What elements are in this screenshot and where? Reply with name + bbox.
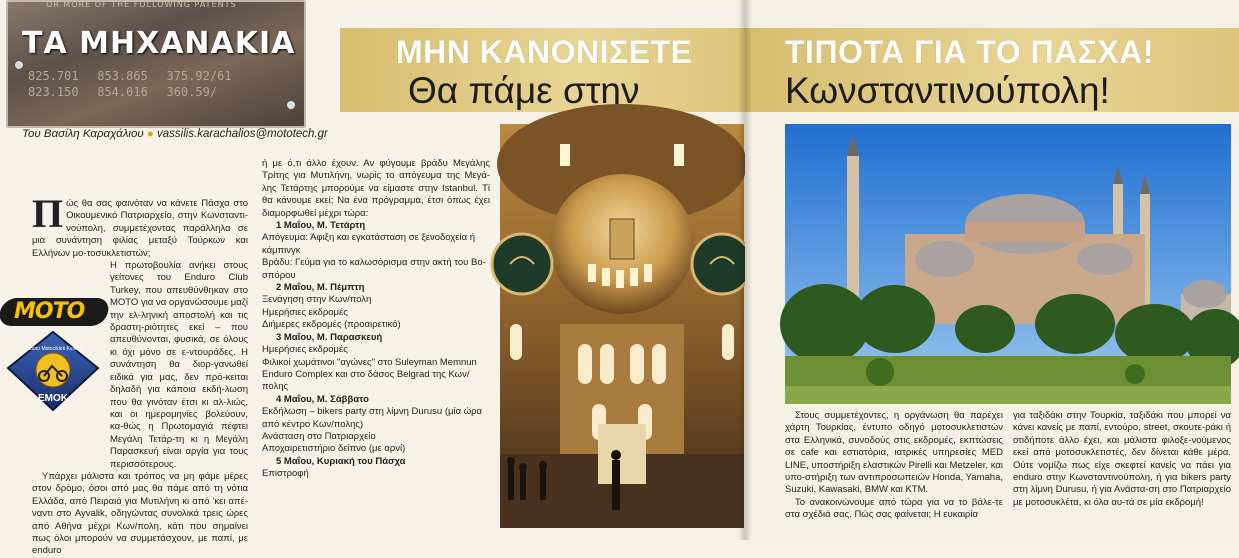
paragraph <box>32 191 248 260</box>
program-day <box>262 456 490 481</box>
program-date: 3 Μαΐου, Μ. Παρασκευή <box>276 331 383 343</box>
emok-club-emblem <box>4 330 102 412</box>
program-day <box>262 220 490 282</box>
program-item: Ξενάγηση στην Κων/πολη <box>262 294 372 306</box>
paragraph: για ταξιδάκι στην Τουρκία, ταξιδάκι που μπορεί να κάνει κανείς με παπί, εντούρο, street, σκουτε-ράκι ή οτιδήποτε άλλο έχει, και μάλιστα φιλοξε-νούμενος εκεί από μοτοσυκλετιστές, δεν δίνεται κάθε μέρα. Ούτε νομίζω πως είχε σκεφτεί κανείς να πάει για enduro στην Κωνσταντινούπολη, ή για bikers party στη λίμνη Durusu, ή για Ανάστα-ση στο Πατριαρχείο με μοτοσυκλέτα, κι όλα αυ-τά σε μία εκδρομή! <box>1013 410 1231 508</box>
bullet-icon: ● <box>146 128 154 140</box>
headline-band-left <box>340 28 745 112</box>
plate-number: 360.59/ <box>166 85 218 99</box>
plate-numbers <box>28 68 298 100</box>
program-item: Ημερήσιες εκδρομές <box>262 306 348 318</box>
plate-number: 854.016 <box>97 85 148 99</box>
paragraph: ή με ό,τι άλλο έχουν. Αν φύγουμε βράδυ Μεγάλης Τρίτης για Μυτιλήνη, νωρίς το απόγευμα της Μεγά-λης Τετάρτης μπορούμε να είμαστε στην Istanbul. Τί θα κάνουμε εκεί; Να ένα πρόγραμμα, έτσι όπως έχει διαμορφωθεί μέχρι τώρα: <box>262 158 490 219</box>
headline-line2-right: Κωνσταντινούπολη! <box>785 70 1110 111</box>
program-item: Εκδήλωση – bikers party στη λίμνη Durusu (μία ώρα από κέντρο Κων/πολης) <box>262 406 483 430</box>
article-column-2 <box>262 158 490 481</box>
plate-number: 375.92/61 <box>166 69 232 83</box>
program-item: Βράδυ: Γεύμα για το καλωσόρισμα στην ακτή του Βο-σπόρου <box>262 257 486 281</box>
headline-line1-right: ΤΙΠΟΤΑ ΓΙΑ ΤΟ ΠΑΣΧΑ! <box>785 34 1155 70</box>
paragraph: Το ανακοινώνουμε από τώρα για να το βάλε-τε στα σχέδιά σας. Πώς σας φαίνεται; Η ευκαιρία <box>785 496 1003 521</box>
rusty-plate-logo <box>6 0 306 128</box>
program-day <box>262 332 490 394</box>
byline <box>22 128 328 140</box>
paragraph-text: ώς θα σας φαινόταν να κάνετε Πάσχα στο Οικουμενικό Πατριαρχείο, στην Κωνσταντι-νούπολη, συμμετέχοντας παράλληλα σε μια συνάντηση φιλίας μεταξύ Τούρκων και Ελλήνων μο-τοσυκλετιστών; <box>32 198 248 259</box>
plate-top-text: OR MORE OF THE FOLLOWING PATENTS <box>46 0 237 9</box>
right-page <box>745 0 1239 540</box>
byline-email[interactable]: vassilis.karachalios@mototech.gr <box>157 128 328 140</box>
hagia-sophia-interior-photo <box>500 124 744 528</box>
program-day <box>262 394 490 456</box>
club-name: Enduro Motocikleti Kulübü <box>23 346 83 352</box>
headline-line2-left: Θα πάμε στην <box>408 70 640 111</box>
interior-illustration <box>500 124 744 528</box>
program-date: 4 Μαΐου, Μ. Σάββατο <box>276 393 369 405</box>
dropcap: Π <box>32 191 64 236</box>
program-item: Αποχαιρετιστήριο δείπνο (με αρνί) <box>262 443 406 455</box>
plate-number: 823.150 <box>28 85 79 99</box>
paragraph: Υπάρχει μάλιστα και τρόπος να μη φάμε μέρες στον δρόμο, όσοι από μας θα πάμε από τη νότια Ελλάδα, από Πειραιά για Μυτιλήνη κι από 'κει απέ-ναντι στο Ayvalik, οδηγώντας συνολικά τρεις ώρες από Αθήνα μέχρι Κων/πολη, κάτι που σημαίνει πως όλοι μπορούν να συμμετάσχουν, με παπί, με enduro <box>32 470 248 557</box>
plate-number: 825.701 <box>28 69 79 83</box>
program-item: Ημερήσιες εκδρομές <box>262 344 348 356</box>
page-gutter <box>738 0 752 540</box>
program-item: Ανάσταση στο Πατριαρχείο <box>262 430 376 442</box>
program-date: 2 Μαΐου, Μ. Πέμπτη <box>276 282 365 294</box>
hagia-sophia-exterior-photo <box>785 124 1231 404</box>
byline-author: Του Βασίλη Καραχάλιου <box>22 128 144 140</box>
paragraph: Η πρωτοβουλία ανήκει στους γείτονες του Enduro Club Turkey, που απευθύνθηκαν στο MOTO για να οργανώσουμε μαζί την ελ-ληνική αποστολή και τις δραστη-ριότητες εκεί – που απευθύνονται, φυσικά, σε όλους κι όχι μόνο σε ε-ντουράδες. Η συνάντηση θα διορ-γανωθεί ειδικά για μας, δεν πρό-κειται δηλαδή για κάποια εκδή-λωση που θα γινόταν έτσι κι αλ-λιώς, και οι ημερομηνίες βολεύουν, κα-θώς η Πρωτομαγιά πέφτει Μεγάλη Τετάρ-τη κι η Μεγάλη Παρασκευή είναι αργία για τους περισσότερους. <box>110 260 248 470</box>
program-item: Απόγευμα: Άφιξη και εγκατάσταση σε ξενοδοχεία ή κάμπινγκ <box>262 232 476 256</box>
headline-line1-left: ΜΗΝ ΚΑΝΟΝΙΣΕΤΕ <box>396 34 693 70</box>
headline-band-right <box>745 28 1239 112</box>
program-item: Επιστροφή <box>262 468 309 480</box>
moto-logo: MOTO <box>14 299 85 324</box>
program-day <box>262 282 490 332</box>
rivet <box>14 60 24 70</box>
program-date: 5 Μαΐου, Κυριακή του Πάσχα <box>276 455 406 467</box>
section-title: ΤΑ ΜΗΧΑΝΑΚΙΑ <box>22 26 296 61</box>
plate-number: 853.865 <box>97 69 148 83</box>
rivet <box>286 100 296 110</box>
program-item: Φιλικοί χωμάτινοι "αγώνες" στο Suleyman Memnun Enduro Complex και στο δάσος Belgrad της Κων/πολης <box>262 356 477 393</box>
paragraph: Στους συμμετέχοντες, η οργάνωση θα παρέχει χάρτη Τουρκίας, έντυπο οδηγό μοτοσυκλετιστών στα Ελληνικά, συνοδούς στις εκδρομές, εκπτώσεις σε cafe και εστιατόρια, ιατρικές υπηρεσίες MED LINE, υποστήριξη ελαστικών Pirelli και Metzeler, και υπο-στήριξη των αντιπροσωπειών Honda, Yamaha, Suzuki, Kawasaki, BMW και KTM. <box>785 410 1003 496</box>
program-date: 1 Μαΐου, Μ. Τετάρτη <box>276 220 366 232</box>
club-abbr: EMOK <box>38 393 68 404</box>
program-item: Διήμερες εκδρομές (προαιρετικό) <box>262 319 401 331</box>
article-column-4 <box>1013 410 1231 509</box>
exterior-illustration <box>785 124 1231 404</box>
article-column-3 <box>785 410 1003 522</box>
